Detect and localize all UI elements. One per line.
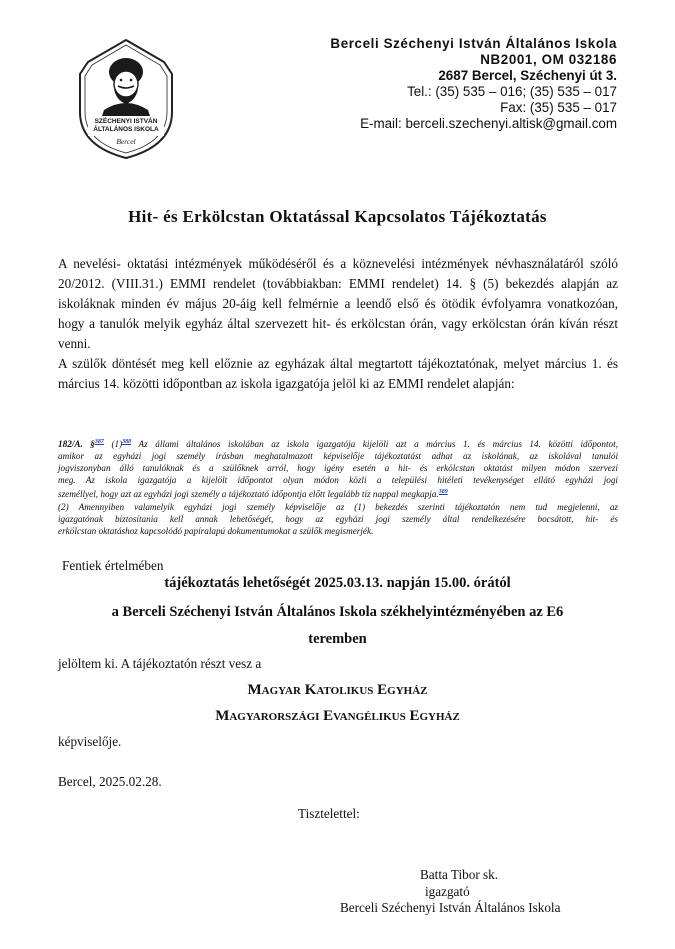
header-ids: NB2001, OM 032186: [480, 52, 617, 67]
notice-datetime: tájékoztatás lehetőségét 2025.03.13. napján 15.00. órától: [164, 575, 511, 591]
intro-paragraph: [58, 254, 618, 394]
notice-intro: Fentiek értelmében: [62, 558, 164, 573]
footnote-link[interactable]: 387: [94, 439, 104, 445]
header-address: 2687 Bercel, Széchenyi út 3.: [438, 68, 617, 83]
header-school-name: Berceli Széchenyi István Általános Iskola: [330, 36, 617, 51]
signature-role: igazgató: [425, 884, 470, 899]
logo-text-bottom: ÁLTALÁNOS ISKOLA: [93, 126, 159, 133]
page-title: Hit- és Erkölcstan Oktatással Kapcsolatos Tájékoztatás: [128, 207, 547, 226]
law-line: amikor az egyházi jogi személy írásban meghatalmazott képviselője tájékoztatást adhat az iskolának, az iskolával tanulói: [58, 451, 618, 462]
church-evangelical: Magyarországi Evangélikus Egyház: [215, 708, 460, 724]
paragraph-line: venni.: [58, 336, 91, 351]
notice-closing: képviselője.: [58, 734, 122, 749]
header-fax: Fax: (35) 535 – 017: [500, 100, 617, 115]
logo-signature: Bercel: [116, 137, 136, 146]
greeting: Tisztelettel:: [298, 806, 360, 821]
law-line: meg. Az iskola igazgatója a kijelölt időpontot olyan módon közli a települési hitéleti tevékenységet ellátó egyházi jogi: [58, 475, 618, 486]
header-phone: Tel.: (35) 535 – 016; (35) 535 – 017: [407, 84, 617, 99]
notice-location: a Berceli Széchenyi István Általános Iskola székhelyintézményében az E6: [111, 604, 564, 620]
school-logo: [68, 34, 184, 162]
church-catholic: Magyar Katolikus Egyház: [247, 682, 428, 698]
notice-after: jelöltem ki. A tájékoztatón részt vesz a: [58, 656, 262, 671]
law-section: 182/A. §: [58, 439, 95, 450]
signature-org: Berceli Széchenyi István Általános Iskola: [340, 900, 561, 915]
paragraph-line: iskoláknak minden év május 20-áig kell felmérnie a leendő első és ötödik évfolyamra vonatkozóan,: [58, 296, 618, 311]
law-line-last: [58, 486, 618, 500]
law-line: személlyel, hogy azt az egyházi jogi személy a tájékoztató időpontja előtt legalább tíz nappal megkapja.: [58, 489, 439, 500]
law-citation: [58, 436, 618, 537]
paragraph-line: A nevelési- oktatási intézmények működéséről és a köznevelési intézmények névhasználatáról szóló: [58, 256, 618, 271]
place-date: Bercel, 2025.02.28.: [58, 774, 162, 789]
law-line: erkölcstan oktatáshoz kapcsolódó papíralapú dokumentumokat a szülők megismerjék.: [58, 525, 374, 536]
footnote-link[interactable]: 388: [122, 439, 132, 445]
law-p1-intro: (1): [111, 439, 123, 450]
footnote-link[interactable]: 389: [438, 489, 448, 496]
paragraph-line: A szülők döntését meg kell előznie az egyházak által megtartott tájékoztatónak, melyet március 1. és: [58, 356, 618, 371]
paragraph-line: március 14. közötti időpontban az iskola igazgatója jelöl ki az EMMI rendelet alapján:: [58, 376, 515, 391]
header-email: E-mail: berceli.szechenyi.altisk@gmail.com: [360, 116, 617, 131]
law-line: igazgatónak biztosítania kell annak lehetőségét, hogy az egyházi jogi személy által rendelkezésére bocsátott, hit- és: [58, 513, 618, 524]
signature-name: Batta Tibor sk.: [420, 867, 499, 882]
logo-text-top: SZÉCHENYI ISTVÁN: [94, 118, 158, 125]
law-line: (2) Amennyiben valamelyik egyházi jogi személy képviselője az (1) bekezdés szerinti tájékoztatón nem tud megjelenni, az: [58, 501, 618, 512]
law-line: jogviszonyban álló tanulóknak és a szülőknek arról, hogy igény esetén a hit- és erkölcstan oktatást milyen módon szervezi: [58, 463, 618, 474]
law-line-first: [58, 436, 618, 450]
law-line: Az állami általános iskolában az iskola igazgatója kijelöli azt a március 1. és március 14. közötti időpontot,: [131, 439, 618, 450]
notice-room: teremben: [308, 631, 367, 647]
paragraph-line: hogy a tanulók melyik egyház által szervezett hit- és erkölcstan órán, vagy erkölcstan órán kíván részt: [58, 316, 618, 331]
paragraph-line: 20/2012. (VIII.31.) EMMI rendelet (továbbiakban: EMMI rendelet) 14. § (5) bekezdés alapján az: [58, 276, 618, 291]
